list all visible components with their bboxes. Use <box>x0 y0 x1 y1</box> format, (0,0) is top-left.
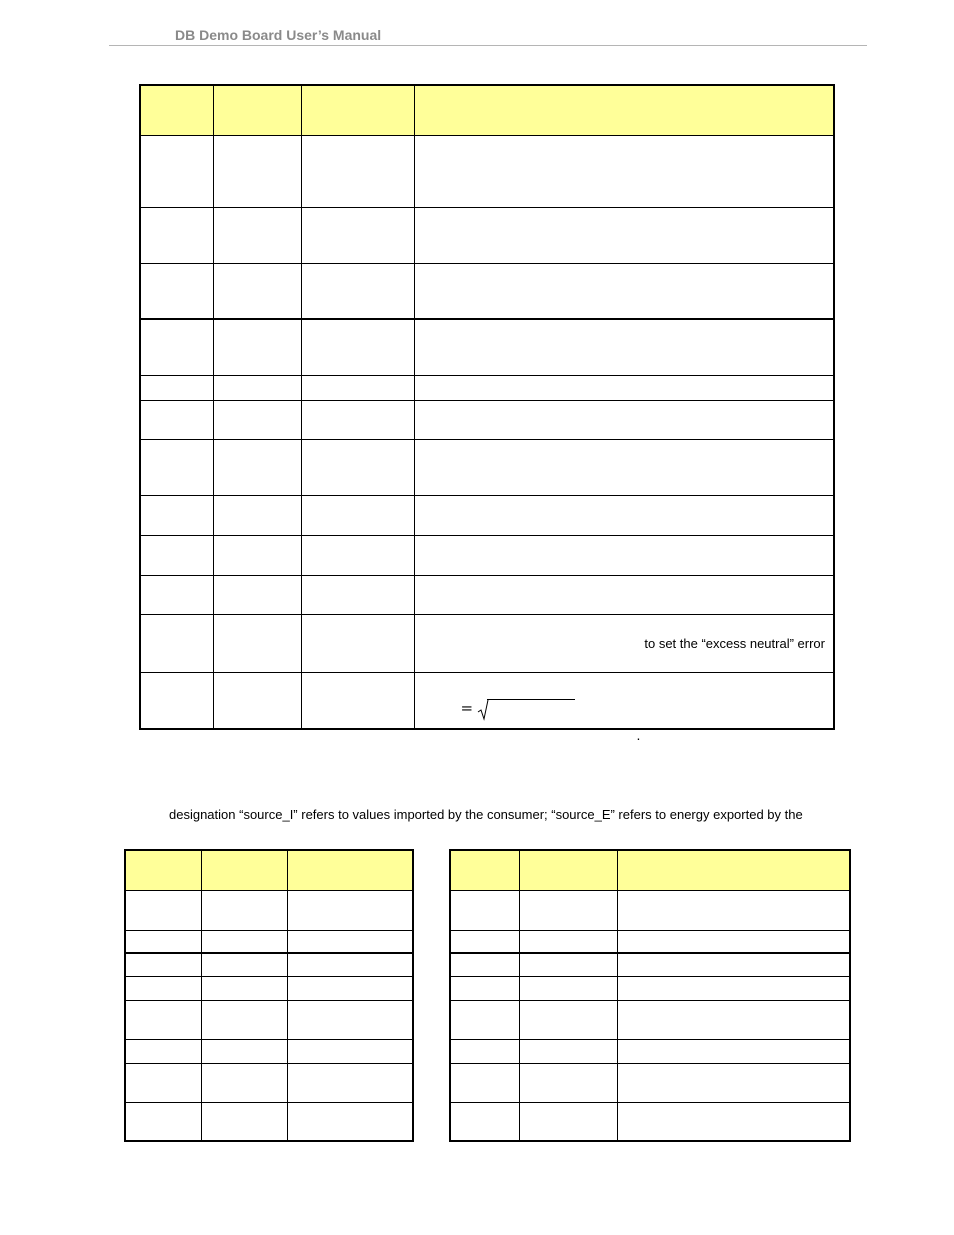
manual-title: DB Demo Board User’s Manual <box>175 27 382 43</box>
table-row <box>125 976 413 1000</box>
table-row <box>450 1000 850 1039</box>
formula-cell <box>414 672 834 743</box>
radical-sign-icon <box>477 699 491 721</box>
table-row <box>125 1063 413 1102</box>
table-header-row <box>140 85 834 135</box>
table-row <box>140 495 834 535</box>
table-row <box>140 575 834 614</box>
table-row <box>450 976 850 1000</box>
main-parameter-table <box>139 84 835 743</box>
table-header-row <box>450 850 850 890</box>
table-row <box>140 439 834 495</box>
table-row <box>450 890 850 930</box>
formula-period: . <box>636 726 641 743</box>
table-row <box>125 1000 413 1039</box>
excess-neutral-note: to set the “excess neutral” error <box>414 614 834 672</box>
table-row <box>140 135 834 207</box>
table-row <box>450 1063 850 1102</box>
table-row <box>140 207 834 263</box>
header-cell <box>414 85 834 135</box>
header-cell <box>213 85 301 135</box>
table-row <box>125 890 413 930</box>
source-table-right <box>449 849 851 1142</box>
header-cell <box>140 85 213 135</box>
table-row <box>125 930 413 953</box>
table-row <box>140 672 834 729</box>
source-table-left <box>124 849 414 1142</box>
table-row <box>140 375 834 400</box>
description-paragraph: designation “source_I” refers to values imported by the consumer; “source_E” refers to energy exported by the <box>169 807 803 822</box>
table-row <box>125 1102 413 1141</box>
table-row <box>450 1039 850 1063</box>
table-row <box>125 1039 413 1063</box>
formula-equals: = <box>460 698 474 717</box>
header-divider <box>109 45 867 46</box>
table-row <box>450 953 850 976</box>
table-row <box>140 263 834 319</box>
table-row <box>140 535 834 575</box>
radical-vinculum <box>487 699 575 700</box>
table-row <box>140 400 834 439</box>
square-root-symbol <box>477 697 641 743</box>
table-row <box>450 1102 850 1141</box>
table-header-row <box>125 850 413 890</box>
header-cell <box>301 85 414 135</box>
table-row <box>125 953 413 976</box>
table-row <box>140 614 834 672</box>
table-row <box>140 319 834 375</box>
table-row <box>450 930 850 953</box>
